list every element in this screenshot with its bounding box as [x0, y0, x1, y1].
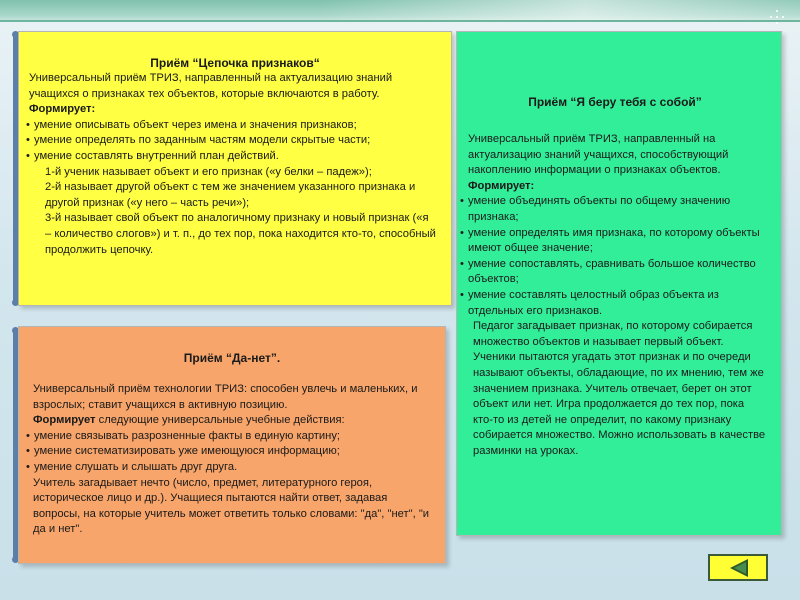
step-item: 3-й называет свой объект по аналогичному признаку и новый признак («я – количество слогов») и т. п., до тех пор, пока находится кто-то, способный продолжить цепочку.: [45, 212, 436, 256]
card-take-description: Педагог загадывает признак, по которому собирается множество объектов и называет первый объект. Ученики пытаются угадать этот признак и по очереди называют объекты, обладающие, по их мнению, тем же значением признака. Учитель отвечает, берет он этот объект или нет. Игра продолжается до тех пор, пока кто-то из детей не определит, по какому признаку собирается множество. Можно использовать в качестве разминки на уроках.: [473, 320, 766, 457]
list-item: • умение сопоставлять, сравнивать большое количество объектов;: [463, 257, 767, 288]
card-danet-description: Учитель загадывает нечто (число, предмет, литературного героя, историческое лицо и др.). Учащиеся пытаются найти ответ, задавая вопросы, на которые учитель может ответить только словами: "да", "нет", "и да и нет".: [33, 476, 430, 536]
list-item: • умение составлять внутренний план действий.: [29, 149, 441, 165]
card-yes-no: [18, 326, 446, 564]
card-danet-skills-list: [29, 429, 435, 476]
top-decor-line: [0, 20, 800, 22]
step-item: 2-й называет другой объект с тем же значением указанного признака и другой признак («у него – часть речи»);: [45, 181, 416, 209]
card-take-skills-list: [463, 194, 767, 319]
list-item: • умение определять имя признака, по которому объекты имеют общее значение;: [463, 226, 767, 257]
step-item: 1-й ученик называет объект и его признак («у белки – падеж»);: [45, 165, 372, 178]
card-take-title: Приём “Я беру тебя с собой”: [528, 95, 702, 109]
card-danet-forms: [33, 413, 435, 429]
top-decor-sheen: [320, 0, 800, 22]
card-take-intro: Универсальный приём ТРИЗ, направленный на актуализацию знаний учащихся, способствующий накоплению информации о признаках объектов.: [468, 133, 729, 177]
card-i-take-you-with-me: [456, 31, 782, 536]
list-item: • умение связывать разрозненные факты в единую картину;: [29, 429, 435, 445]
card-chain-skills-list: [29, 118, 441, 165]
list-item: • умение слушать и слышать друг друга.: [29, 460, 435, 476]
list-item: • умение объединять объекты по общему значению признака;: [463, 194, 767, 225]
card-danet-title: Приём “Да-нет”.: [183, 351, 281, 365]
card-take-forms-label: Формирует:: [468, 179, 535, 192]
card-chain-steps: [29, 165, 441, 259]
back-button[interactable]: [708, 554, 768, 581]
card-chain-forms-label: Формирует:: [29, 103, 96, 116]
list-item: • умение определять по заданным частям модели скрытые части;: [29, 133, 441, 149]
list-item: • умение систематизировать уже имеющуюся информацию;: [29, 444, 435, 460]
card-chain-of-features: [18, 31, 452, 306]
card-chain-intro: Универсальный приём ТРИЗ, направленный на актуализацию знаний учащихся о признаках тех объектов, которые включаются в работу.: [29, 72, 393, 100]
list-item: • умение составлять целостный образ объекта из отдельных его признаков.: [463, 288, 767, 319]
card-danet-forms-rest: следующие универсальные учебные действия:: [95, 414, 345, 427]
card-danet-body: [29, 382, 435, 429]
back-triangle-inner: [734, 562, 746, 574]
card-danet-intro: Универсальный приём технологии ТРИЗ: способен увлечь и маленьких, и взрослых; ставит учащихся в активную позицию.: [33, 383, 418, 411]
card-chain-title: Приём “Цепочка признаков“: [150, 56, 320, 70]
card-danet-forms-label: Формирует: [33, 414, 96, 427]
spacer: [29, 366, 435, 382]
sparkle-decor: [770, 10, 784, 24]
list-item: • умение описывать объект через имена и значения признаков;: [29, 118, 441, 134]
